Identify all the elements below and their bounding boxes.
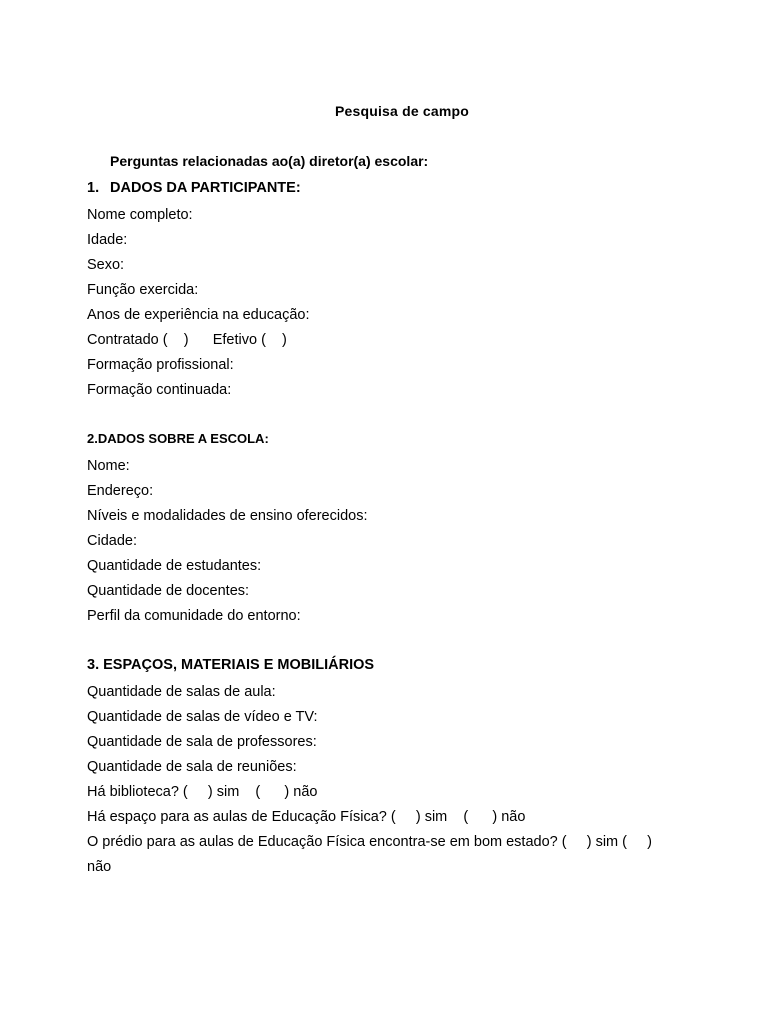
field-salas-video: Quantidade de salas de vídeo e TV:: [87, 709, 318, 725]
field-contratado-efetivo: Contratado ( ) Efetivo ( ): [87, 332, 287, 348]
field-formacao-profissional: Formação profissional:: [87, 357, 234, 373]
field-sala-professores: Quantidade de sala de professores:: [87, 734, 317, 750]
field-perfil-comunidade: Perfil da comunidade do entorno:: [87, 608, 301, 624]
field-predio-estado: O prédio para as aulas de Educação Física encontra-se em bom estado? ( ) sim ( ): [87, 834, 652, 850]
section-school: [87, 429, 707, 629]
field-formacao-continuada: Formação continuada:: [87, 382, 232, 398]
section-participant: [87, 178, 707, 403]
intro-text: Perguntas relacionadas ao(a) diretor(a) escolar:: [110, 153, 429, 169]
field-predio-estado-nao: não: [87, 859, 112, 875]
field-nome-completo: Nome completo:: [87, 207, 193, 223]
section-spaces: [87, 655, 707, 880]
field-espaco-educacao-fisica: Há espaço para as aulas de Educação Física? ( ) sim ( ) não: [87, 809, 526, 825]
section-title: DADOS DA PARTICIPANTE:: [110, 180, 301, 196]
field-salas-aula: Quantidade de salas de aula:: [87, 684, 276, 700]
section-heading-participant: [87, 178, 707, 198]
field-nome-escola: Nome:: [87, 458, 130, 474]
field-cidade: Cidade:: [87, 533, 137, 549]
section-heading-spaces: 3. ESPAÇOS, MATERIAIS E MOBILIÁRIOS: [87, 657, 375, 673]
field-niveis-modalidades: Níveis e modalidades de ensino oferecidos:: [87, 508, 368, 524]
field-sexo: Sexo:: [87, 257, 125, 273]
field-idade: Idade:: [87, 232, 128, 248]
field-quantidade-estudantes: Quantidade de estudantes:: [87, 558, 262, 574]
field-anos-experiencia: Anos de experiência na educação:: [87, 307, 310, 323]
section-heading-school: 2.DADOS SOBRE A ESCOLA:: [87, 431, 269, 446]
field-sala-reunioes: Quantidade de sala de reuniões:: [87, 759, 297, 775]
field-endereco: Endereço:: [87, 483, 154, 499]
field-quantidade-docentes: Quantidade de docentes:: [87, 583, 250, 599]
field-biblioteca: Há biblioteca? ( ) sim ( ) não: [87, 784, 318, 800]
section-number: 1.: [87, 180, 100, 196]
field-funcao: Função exercida:: [87, 282, 199, 298]
document-title: Pesquisa de campo: [334, 103, 470, 119]
